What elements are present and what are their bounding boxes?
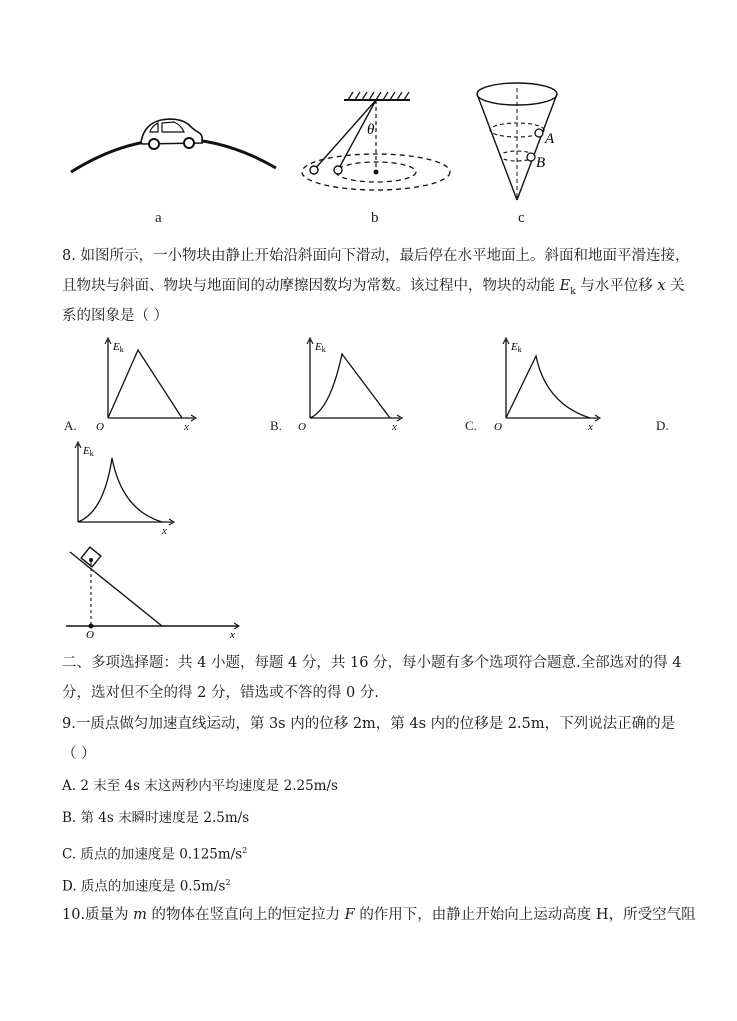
graph-a — [96, 336, 200, 436]
graph-b-ylabel: Ek — [315, 341, 326, 354]
q8-line2-mid: 与水平位移 — [580, 278, 653, 294]
curve-c — [506, 356, 590, 418]
graph-c-ylabel: Ek — [511, 341, 522, 354]
figure-c-label: c — [518, 210, 525, 226]
q10-m: m — [133, 907, 147, 923]
q8-line2-post: 关 — [670, 278, 685, 294]
q9-line2: （ ） — [62, 746, 96, 762]
theta-label: θ — [367, 122, 375, 138]
q9-option-a[interactable]: A. 2 末至 4s 末这两秒内平均速度是 2.25m/s — [62, 778, 338, 794]
q8-x: x — [657, 278, 666, 294]
incline-figure — [64, 544, 244, 640]
option-a[interactable]: A. — [64, 418, 77, 433]
graph-c — [494, 336, 604, 436]
graph-d-ylabel: Ek — [83, 445, 94, 458]
q9-option-c[interactable]: C. 质点的加速度是 $0.125m/s^2$ — [62, 846, 248, 863]
figure-a-label: a — [155, 210, 162, 226]
curve-a — [108, 350, 182, 418]
option-b[interactable]: B. — [270, 418, 282, 433]
graph-a-xlabel: x — [184, 421, 189, 433]
q8-line2 — [62, 276, 685, 302]
q8-ek: $E_k$ — [559, 278, 576, 297]
point-a-label: A — [545, 131, 555, 147]
curve-b — [310, 354, 390, 418]
q10-F: F — [344, 907, 355, 923]
curve-d — [78, 458, 162, 522]
option-c[interactable]: C. — [465, 418, 477, 433]
section2-line2: 分，选对但不全的得 2 分，错选或不答的得 0 分. — [62, 685, 379, 701]
q9-line1: 9.一质点做匀加速直线运动，第 3s 内的位移 2m，第 4s 内的位移是 2.5m，下列说法正确的是 — [62, 716, 676, 732]
q8-line2-pre: 且物块与斜面、物块与地面间的动摩擦因数均为常数。该过程中，物块的动能 — [62, 278, 555, 294]
graph-b-xlabel: x — [392, 421, 397, 433]
figure-c-cone — [472, 80, 572, 205]
graph-c-origin: O — [494, 421, 502, 433]
graph-d-xlabel: x — [162, 525, 167, 537]
q9-option-b[interactable]: B. 第 4s 末瞬时速度是 2.5m/s — [62, 810, 250, 826]
section2-line1: 二、多项选择题：共 4 小题，每题 4 分，共 16 分，每小题有多个选项符合题意.全部选对的得 4 — [62, 655, 682, 671]
graph-a-origin: O — [96, 421, 104, 433]
graph-b-origin: O — [298, 421, 306, 433]
q9-option-d[interactable]: D. 质点的加速度是 $0.5m/s^2$ — [62, 878, 231, 895]
graph-c-xlabel: x — [588, 421, 593, 433]
option-d[interactable]: D. — [656, 418, 669, 433]
q8-line1: 8. 如图所示，一小物块由静止开始沿斜面向下滑动，最后停在水平地面上。斜面和地面平滑连接， — [62, 248, 690, 264]
incline-x-label: x — [230, 629, 235, 640]
figure-a-car-on-hill — [66, 110, 281, 180]
figure-b-label: b — [371, 210, 379, 226]
q10-line1: 10.质量为 m 的物体在竖直向上的恒定拉力 F 的作用下，由静止开始向上运动高度 H，所受空气阻 — [62, 907, 696, 923]
figure-b-conical-pendulum — [300, 90, 460, 200]
center-dot — [374, 170, 379, 175]
graph-a-ylabel: Ek — [113, 341, 124, 354]
graph-b — [298, 336, 406, 436]
point-b-label: B — [536, 155, 546, 171]
graph-d — [66, 440, 178, 540]
incline-slope — [70, 552, 162, 626]
q8-line3: 系的图象是（ ） — [62, 308, 169, 324]
incline-origin-label: O — [86, 629, 94, 640]
